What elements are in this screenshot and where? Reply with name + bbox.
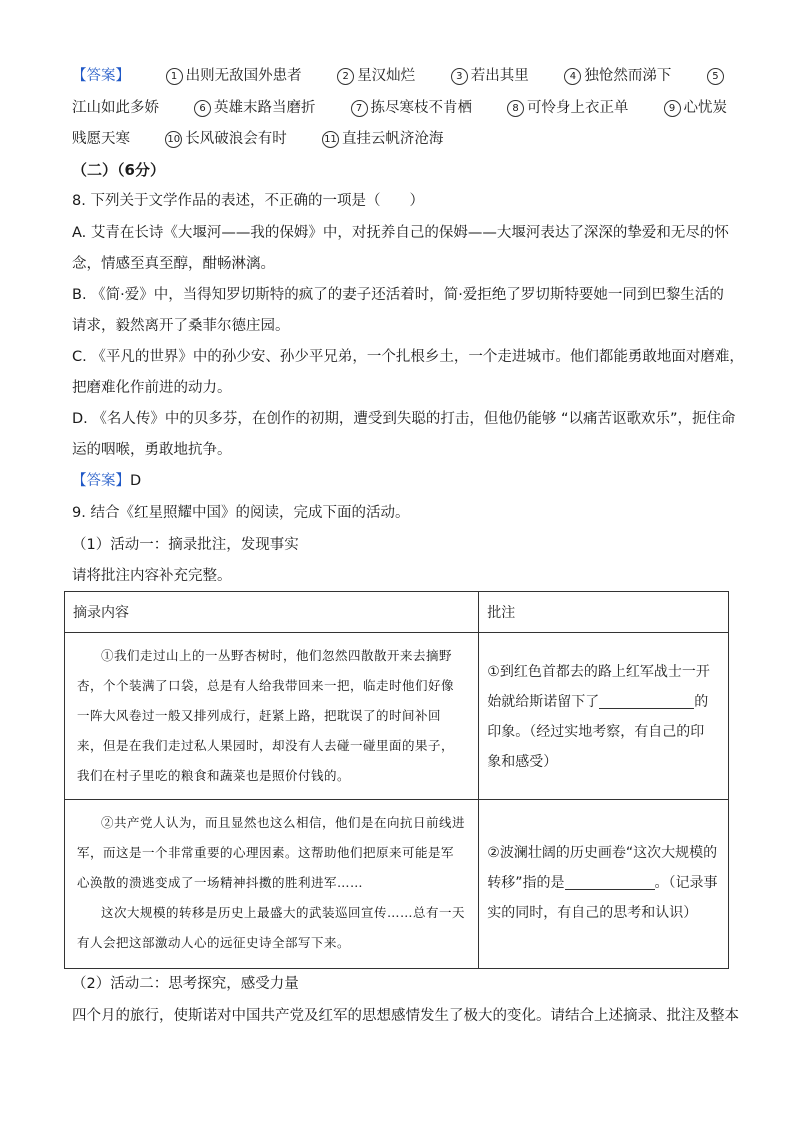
answer-item-10: 10 长风破浪会有时 (165, 131, 287, 147)
q8-option-d-2: 运的咽喉，勇敢地抗争。 (72, 442, 232, 458)
answer-item-8: 8 可怜身上衣正单 (507, 98, 629, 118)
q8-option-a-2: 念，情感至真至醇，酣畅淋漓。 (72, 256, 275, 272)
answer-item-2: 2 星汉灿烂 (337, 66, 415, 86)
header-note: 批注 (479, 592, 729, 633)
answer-line-1 (72, 66, 727, 86)
table-header-row (65, 592, 729, 633)
answer-item-1: 1 出则无敌国外患者 (166, 66, 302, 86)
q9-activity-2: （2）活动二：思考探究，感受力量 (72, 976, 299, 992)
q9-activity-2-text: 四个月的旅行，使斯诺对中国共产党及红军的思想感情发生了极大的变化。请结合上述摘录、批注及整本 (72, 1008, 739, 1024)
q9-instruction: 请将批注内容补充完整。 (72, 568, 232, 584)
excerpt-table (64, 591, 729, 969)
answer-item-9-a: 9 心忧炭 (664, 98, 728, 118)
table-row (65, 633, 729, 800)
answer-item-6: 6 英雄末路当磨折 (194, 98, 316, 118)
q8-option-c-2: 把磨难化作前进的动力。 (72, 380, 232, 396)
handwritten-excerpt-2: ②共产党人认为，而且显然也这么相信，他们是在向抗日前线进军，而这是一个非常重要的心理因素。这帮助他们把原来可能是军心涣散的溃逃变成了一场精神抖擞的胜利进军…… 这次大规模的转移是历史上最盛大的武装巡回宣传……总有一天有人会把这部激动人心的远征史诗全部写下来。 (77, 815, 466, 950)
header-excerpt: 摘录内容 (65, 592, 479, 633)
q8-stem: 8. 下列关于文学作品的表述，不正确的一项是（ ） (72, 193, 424, 209)
answer-item-5-text: 江山如此多娇 (72, 100, 159, 116)
q8-option-d-1: D. 《名人传》中的贝多芬，在创作的初期，遭受到失聪的打击，但他仍能够 “以痛苦讴歌欢乐”，扼住命 (72, 411, 736, 427)
answer-tag: 【答案】 (72, 473, 130, 489)
answer-item-3: 3 若出其里 (451, 66, 529, 86)
answer-line-2 (72, 98, 727, 118)
note-1: ①到红色首都去的路上红军战士一开始就给斯诺留下了 的印象。（经过实地考察，有自己的印象和感受） (487, 664, 710, 770)
section-title: （二）（6分） (72, 161, 165, 179)
answer-item-4: 4 独怆然而涕下 (564, 66, 671, 86)
q8-answer-value: D (130, 473, 142, 489)
answer-item-11: 11 直挂云帆济沧海 (322, 131, 444, 147)
note-2: ②波澜壮阔的历史画卷“这次大规模的转移”指的是 。（记录事实的同时，有自己的思考和认识） (487, 845, 718, 921)
fill-blank-1[interactable] (599, 708, 694, 709)
q8-option-b-1: B. 《简·爱》中，当得知罗切斯特的疯了的妻子还活着时，简·爱拒绝了罗切斯特要她一同到巴黎生活的 (72, 287, 724, 303)
handwritten-excerpt-1: ①我们走过山上的一丛野杏树时，他们忽然四散散开来去摘野杏，个个装满了口袋，总是有人给我带回来一把，临走时他们好像一阵大风卷过一般又排列成行，赶紧上路，把耽误了的时间补回来，但是在我们走过私人果园时，却没有人去碰一碰里面的果子，我们在村子里吃的粮食和蔬菜也是照价付钱的。 (77, 648, 455, 783)
q9-activity-1: （1）活动一：摘录批注，发现事实 (72, 537, 299, 553)
answer-item-7: 7 拣尽寒枝不肯栖 (351, 98, 473, 118)
q8-answer (72, 471, 727, 491)
q8-option-b-2: 请求，毅然离开了桑菲尔德庄园。 (72, 318, 290, 334)
table-row (65, 800, 729, 969)
answer-item-9-b: 贱愿天寒 (72, 131, 130, 147)
q9-stem: 9. 结合《红星照耀中国》的阅读，完成下面的活动。 (72, 505, 410, 521)
answer-line-3 (72, 129, 727, 149)
q8-option-a-1: A. 艾青在长诗《大堰河——我的保姆》中，对抚养自己的保姆——大堰河表达了深深的挚爱和无尽的怀 (72, 225, 729, 241)
answer-item-5-num: 5 (707, 66, 727, 86)
answer-tag: 【答案】 (72, 68, 130, 84)
q8-option-c-1: C. 《平凡的世界》中的孙少安、孙少平兄弟，一个扎根乡土，一个走进城市。他们都能勇敢地面对磨难， (72, 349, 744, 365)
fill-blank-2[interactable] (565, 889, 655, 890)
